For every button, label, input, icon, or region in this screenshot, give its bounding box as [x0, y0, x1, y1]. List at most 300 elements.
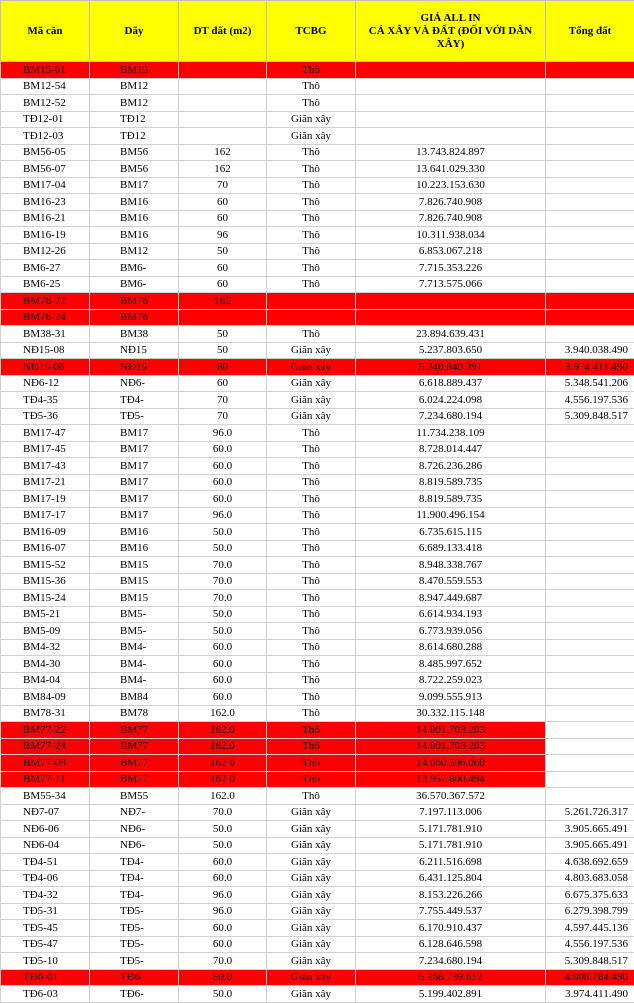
cell-price[interactable]: 8.722.259.023	[356, 672, 546, 689]
cell-tcbg[interactable]: Thô	[267, 458, 356, 475]
cell-price[interactable]: 6.773.939.056	[356, 623, 546, 640]
cell-area[interactable]	[179, 95, 267, 112]
cell-day[interactable]: BM77	[90, 738, 179, 755]
cell-ma-can[interactable]: TĐ5-10	[1, 953, 90, 970]
cell-ma-can[interactable]: BM38-31	[1, 326, 90, 343]
cell-price[interactable]: 7.234.680.194	[356, 953, 546, 970]
cell-area[interactable]: 162	[179, 161, 267, 178]
cell-area[interactable]: 60	[179, 260, 267, 277]
cell-total[interactable]: 3.940.038.490	[546, 342, 634, 359]
cell-price[interactable]: 10.223.153.630	[356, 177, 546, 194]
cell-day[interactable]: TĐ5-	[90, 953, 179, 970]
cell-area[interactable]: 60.0	[179, 639, 267, 656]
cell-ma-can[interactable]: BM77-22	[1, 722, 90, 739]
cell-price[interactable]: 6.170.910.437	[356, 920, 546, 937]
cell-tcbg[interactable]: Giãn xây	[267, 903, 356, 920]
cell-tcbg[interactable]: Thô	[267, 62, 356, 79]
cell-day[interactable]: BM15	[90, 590, 179, 607]
cell-total[interactable]	[546, 326, 634, 343]
cell-day[interactable]: TĐ5-	[90, 920, 179, 937]
cell-area[interactable]: 60	[179, 210, 267, 227]
cell-day[interactable]: BM38	[90, 326, 179, 343]
cell-ma-can[interactable]: NĐ6-04	[1, 837, 90, 854]
cell-day[interactable]: BM5-	[90, 623, 179, 640]
cell-total[interactable]: 5.309.848.517	[546, 408, 634, 425]
cell-ma-can[interactable]: TĐ4-51	[1, 854, 90, 871]
cell-area[interactable]: 60.0	[179, 689, 267, 706]
cell-price[interactable]: 8.485.997.652	[356, 656, 546, 673]
cell-total[interactable]	[546, 788, 634, 805]
header-total[interactable]: Tổng đất	[546, 1, 634, 62]
cell-tcbg[interactable]: Thô	[267, 227, 356, 244]
cell-total[interactable]	[546, 458, 634, 475]
cell-day[interactable]: BM4-	[90, 672, 179, 689]
cell-day[interactable]: BM17	[90, 441, 179, 458]
cell-ma-can[interactable]: NĐ6-06	[1, 821, 90, 838]
cell-ma-can[interactable]: BM77-24	[1, 738, 90, 755]
cell-area[interactable]: 96.0	[179, 425, 267, 442]
cell-day[interactable]: NĐ15	[90, 342, 179, 359]
cell-day[interactable]: BM12	[90, 243, 179, 260]
cell-day[interactable]: TĐ4-	[90, 887, 179, 904]
cell-total[interactable]	[546, 78, 634, 95]
cell-total[interactable]	[546, 705, 634, 722]
cell-total[interactable]	[546, 293, 634, 310]
cell-area[interactable]: 96	[179, 227, 267, 244]
cell-total[interactable]	[546, 606, 634, 623]
cell-tcbg[interactable]: Thô	[267, 639, 356, 656]
cell-total[interactable]	[546, 194, 634, 211]
cell-tcbg[interactable]: Thô	[267, 260, 356, 277]
cell-day[interactable]: BM56	[90, 161, 179, 178]
cell-day[interactable]: BM17	[90, 491, 179, 508]
cell-area[interactable]: 60.0	[179, 854, 267, 871]
cell-day[interactable]: BM76	[90, 309, 179, 326]
cell-tcbg[interactable]: Giãn xây	[267, 854, 356, 871]
cell-total[interactable]	[546, 177, 634, 194]
cell-price[interactable]: 6.618.889.437	[356, 375, 546, 392]
cell-price[interactable]: 5.240.840.391	[356, 359, 546, 376]
cell-tcbg[interactable]: Thô	[267, 210, 356, 227]
cell-price[interactable]: 13.641.029.330	[356, 161, 546, 178]
cell-tcbg[interactable]: Giãn xây	[267, 342, 356, 359]
cell-total[interactable]	[546, 144, 634, 161]
cell-price[interactable]: 6.735.615.115	[356, 524, 546, 541]
cell-ma-can[interactable]: BM15-36	[1, 573, 90, 590]
cell-day[interactable]: BM15	[90, 557, 179, 574]
cell-day[interactable]: BM12	[90, 95, 179, 112]
cell-tcbg[interactable]: Giãn xây	[267, 887, 356, 904]
cell-price[interactable]: 14.060.596.060	[356, 755, 546, 772]
cell-tcbg[interactable]: Giãn xây	[267, 392, 356, 409]
cell-area[interactable]: 70.0	[179, 953, 267, 970]
cell-ma-can[interactable]: BM4-32	[1, 639, 90, 656]
cell-price[interactable]: 36.570.367.572	[356, 788, 546, 805]
cell-ma-can[interactable]: BM12-52	[1, 95, 90, 112]
cell-area[interactable]: 70.0	[179, 557, 267, 574]
cell-tcbg[interactable]: Giãn xây	[267, 986, 356, 1003]
cell-day[interactable]: NĐ7-	[90, 804, 179, 821]
cell-ma-can[interactable]: TĐ4-06	[1, 870, 90, 887]
cell-price[interactable]: 8.614.680.288	[356, 639, 546, 656]
cell-ma-can[interactable]: BM78-31	[1, 705, 90, 722]
cell-area[interactable]: 50.0	[179, 606, 267, 623]
cell-area[interactable]: 50	[179, 326, 267, 343]
cell-day[interactable]: NĐ6-	[90, 375, 179, 392]
cell-total[interactable]	[546, 672, 634, 689]
cell-total[interactable]	[546, 276, 634, 293]
cell-tcbg[interactable]: Thô	[267, 194, 356, 211]
cell-ma-can[interactable]: BM17-45	[1, 441, 90, 458]
cell-day[interactable]: TĐ12	[90, 111, 179, 128]
cell-total[interactable]	[546, 689, 634, 706]
cell-area[interactable]: 60	[179, 375, 267, 392]
cell-price[interactable]: 8.947.449.687	[356, 590, 546, 607]
cell-day[interactable]: BM17	[90, 507, 179, 524]
cell-area[interactable]: 50	[179, 342, 267, 359]
cell-total[interactable]: 4.638.692.659	[546, 854, 634, 871]
cell-price[interactable]: 7.715.353.226	[356, 260, 546, 277]
cell-price[interactable]: 14.001.703.203	[356, 738, 546, 755]
cell-total[interactable]	[546, 474, 634, 491]
cell-ma-can[interactable]: BM5-21	[1, 606, 90, 623]
cell-tcbg[interactable]: Giãn xây	[267, 953, 356, 970]
cell-tcbg[interactable]: Thô	[267, 590, 356, 607]
cell-ma-can[interactable]: NĐ15-06	[1, 359, 90, 376]
cell-tcbg[interactable]: Giãn xây	[267, 870, 356, 887]
cell-total[interactable]: 3.905.665.491	[546, 837, 634, 854]
cell-tcbg[interactable]: Thô	[267, 738, 356, 755]
cell-day[interactable]: BM16	[90, 524, 179, 541]
cell-day[interactable]: BM17	[90, 177, 179, 194]
cell-ma-can[interactable]: TĐ4-35	[1, 392, 90, 409]
cell-total[interactable]: 4.556.197.536	[546, 936, 634, 953]
cell-area[interactable]: 50.0	[179, 540, 267, 557]
cell-ma-can[interactable]: BM16-23	[1, 194, 90, 211]
cell-tcbg[interactable]: Thô	[267, 161, 356, 178]
cell-tcbg[interactable]: Thô	[267, 672, 356, 689]
cell-price[interactable]: 6.853.067.218	[356, 243, 546, 260]
cell-total[interactable]	[546, 623, 634, 640]
cell-total[interactable]	[546, 161, 634, 178]
header-price[interactable]: GIÁ ALL IN CẢ XÂY VÀ ĐẤT (ĐỐI VỚI DÂN XÂY)	[356, 1, 546, 62]
cell-area[interactable]: 96.0	[179, 507, 267, 524]
cell-total[interactable]	[546, 557, 634, 574]
cell-tcbg[interactable]: Giãn xây	[267, 837, 356, 854]
cell-ma-can[interactable]: BM4-04	[1, 672, 90, 689]
cell-area[interactable]: 50.0	[179, 969, 267, 986]
cell-total[interactable]	[546, 755, 634, 772]
cell-day[interactable]: TĐ4-	[90, 870, 179, 887]
cell-ma-can[interactable]: TĐ5-31	[1, 903, 90, 920]
cell-day[interactable]: BM76	[90, 293, 179, 310]
cell-total[interactable]	[546, 128, 634, 145]
cell-ma-can[interactable]: BM12-54	[1, 78, 90, 95]
cell-tcbg[interactable]: Thô	[267, 689, 356, 706]
cell-tcbg[interactable]	[267, 309, 356, 326]
cell-price[interactable]: 8.819.589.735	[356, 491, 546, 508]
cell-ma-can[interactable]: BM12-26	[1, 243, 90, 260]
cell-tcbg[interactable]: Giãn xây	[267, 936, 356, 953]
header-ma-can[interactable]: Mã căn	[1, 1, 90, 62]
cell-day[interactable]: BM15	[90, 62, 179, 79]
cell-price[interactable]: 30.332.115.148	[356, 705, 546, 722]
cell-ma-can[interactable]: BM77-11	[1, 771, 90, 788]
cell-ma-can[interactable]: BM16-09	[1, 524, 90, 541]
header-area[interactable]: DT đất (m2)	[179, 1, 267, 62]
cell-total[interactable]: 3.974.411.490	[546, 359, 634, 376]
cell-day[interactable]: BM6-	[90, 260, 179, 277]
cell-tcbg[interactable]: Thô	[267, 788, 356, 805]
cell-area[interactable]: 162.0	[179, 788, 267, 805]
cell-price[interactable]	[356, 128, 546, 145]
cell-price[interactable]: 8.948.338.767	[356, 557, 546, 574]
cell-area[interactable]	[179, 128, 267, 145]
cell-ma-can[interactable]: BM15-52	[1, 557, 90, 574]
cell-total[interactable]: 4.597.445.136	[546, 920, 634, 937]
cell-day[interactable]: TĐ12	[90, 128, 179, 145]
cell-price[interactable]: 6.128.646.598	[356, 936, 546, 953]
cell-price[interactable]: 5.171.781.910	[356, 837, 546, 854]
cell-area[interactable]: 60.0	[179, 672, 267, 689]
cell-ma-can[interactable]: BM17-43	[1, 458, 90, 475]
cell-day[interactable]: TĐ5-	[90, 903, 179, 920]
cell-total[interactable]	[546, 540, 634, 557]
cell-total[interactable]	[546, 590, 634, 607]
cell-day[interactable]: BM6-	[90, 276, 179, 293]
cell-area[interactable]: 70	[179, 177, 267, 194]
cell-price[interactable]: 23.894.639.431	[356, 326, 546, 343]
cell-day[interactable]: TĐ6-	[90, 969, 179, 986]
cell-ma-can[interactable]: BM16-21	[1, 210, 90, 227]
cell-price[interactable]	[356, 293, 546, 310]
cell-area[interactable]: 60.0	[179, 936, 267, 953]
cell-day[interactable]: BM77	[90, 755, 179, 772]
cell-area[interactable]: 162.0	[179, 705, 267, 722]
cell-day[interactable]: NĐ6-	[90, 821, 179, 838]
cell-area[interactable]: 60.0	[179, 491, 267, 508]
cell-tcbg[interactable]: Giãn xây	[267, 375, 356, 392]
cell-tcbg[interactable]: Thô	[267, 507, 356, 524]
cell-total[interactable]: 5.348.541.206	[546, 375, 634, 392]
cell-area[interactable]: 50.0	[179, 524, 267, 541]
cell-area[interactable]: 96.0	[179, 887, 267, 904]
cell-ma-can[interactable]: BM76-24	[1, 309, 90, 326]
cell-area[interactable]: 60.0	[179, 870, 267, 887]
cell-ma-can[interactable]: BM77-09	[1, 755, 90, 772]
cell-tcbg[interactable]: Giãn xây	[267, 408, 356, 425]
cell-day[interactable]: BM77	[90, 722, 179, 739]
cell-tcbg[interactable]: Thô	[267, 243, 356, 260]
cell-area[interactable]	[179, 309, 267, 326]
cell-ma-can[interactable]: NĐ7-07	[1, 804, 90, 821]
cell-day[interactable]: TĐ5-	[90, 936, 179, 953]
cell-ma-can[interactable]: TĐ5-47	[1, 936, 90, 953]
cell-day[interactable]: BM16	[90, 227, 179, 244]
cell-area[interactable]: 162.0	[179, 722, 267, 739]
cell-ma-can[interactable]: BM17-21	[1, 474, 90, 491]
cell-day[interactable]: BM16	[90, 210, 179, 227]
cell-price[interactable]: 5.171.781.910	[356, 821, 546, 838]
cell-price[interactable]: 9.099.555.913	[356, 689, 546, 706]
cell-price[interactable]: 7.755.449.537	[356, 903, 546, 920]
cell-tcbg[interactable]: Giãn xây	[267, 969, 356, 986]
cell-day[interactable]: BM84	[90, 689, 179, 706]
cell-ma-can[interactable]: BM15-01	[1, 62, 90, 79]
cell-ma-can[interactable]: BM4-30	[1, 656, 90, 673]
cell-total[interactable]: 4.008.784.490	[546, 969, 634, 986]
cell-price[interactable]: 6.431.125.804	[356, 870, 546, 887]
cell-tcbg[interactable]: Thô	[267, 771, 356, 788]
cell-tcbg[interactable]: Thô	[267, 144, 356, 161]
cell-price[interactable]: 7.713.575.066	[356, 276, 546, 293]
cell-ma-can[interactable]: BM17-19	[1, 491, 90, 508]
cell-day[interactable]: BM17	[90, 458, 179, 475]
cell-total[interactable]: 4.803.683.058	[546, 870, 634, 887]
cell-tcbg[interactable]: Giãn xây	[267, 359, 356, 376]
cell-tcbg[interactable]: Thô	[267, 573, 356, 590]
cell-ma-can[interactable]: BM6-25	[1, 276, 90, 293]
cell-tcbg[interactable]: Thô	[267, 177, 356, 194]
cell-ma-can[interactable]: BM17-04	[1, 177, 90, 194]
cell-price[interactable]: 8.726.236.286	[356, 458, 546, 475]
cell-area[interactable]: 162.0	[179, 738, 267, 755]
cell-ma-can[interactable]: BM55-34	[1, 788, 90, 805]
cell-tcbg[interactable]: Thô	[267, 755, 356, 772]
cell-tcbg[interactable]: Thô	[267, 656, 356, 673]
cell-price[interactable]	[356, 111, 546, 128]
cell-day[interactable]: BM4-	[90, 639, 179, 656]
cell-total[interactable]	[546, 62, 634, 79]
cell-area[interactable]: 162.0	[179, 755, 267, 772]
cell-price[interactable]: 13.743.824.897	[356, 144, 546, 161]
cell-tcbg[interactable]: Giãn xây	[267, 920, 356, 937]
cell-tcbg[interactable]: Thô	[267, 722, 356, 739]
cell-area[interactable]: 60.0	[179, 441, 267, 458]
cell-total[interactable]: 6.675.375.633	[546, 887, 634, 904]
cell-day[interactable]: BM55	[90, 788, 179, 805]
cell-ma-can[interactable]: BM17-47	[1, 425, 90, 442]
cell-tcbg[interactable]: Thô	[267, 95, 356, 112]
cell-total[interactable]	[546, 309, 634, 326]
cell-total[interactable]	[546, 573, 634, 590]
cell-day[interactable]: BM77	[90, 771, 179, 788]
cell-total[interactable]	[546, 722, 634, 739]
cell-total[interactable]	[546, 260, 634, 277]
cell-price[interactable]	[356, 95, 546, 112]
cell-tcbg[interactable]: Giãn xây	[267, 804, 356, 821]
cell-ma-can[interactable]: TĐ12-03	[1, 128, 90, 145]
cell-price[interactable]: 10.311.938.034	[356, 227, 546, 244]
cell-total[interactable]	[546, 524, 634, 541]
cell-day[interactable]: NĐ15	[90, 359, 179, 376]
cell-area[interactable]: 96.0	[179, 903, 267, 920]
cell-total[interactable]: 4.556.197.536	[546, 392, 634, 409]
cell-price[interactable]: 14.001.703.203	[356, 722, 546, 739]
cell-area[interactable]: 70.0	[179, 804, 267, 821]
cell-ma-can[interactable]: BM6-27	[1, 260, 90, 277]
cell-tcbg[interactable]: Thô	[267, 524, 356, 541]
cell-area[interactable]	[179, 78, 267, 95]
cell-day[interactable]: BM16	[90, 194, 179, 211]
cell-area[interactable]: 70	[179, 408, 267, 425]
cell-price[interactable]: 5.199.402.891	[356, 986, 546, 1003]
cell-tcbg[interactable]: Thô	[267, 441, 356, 458]
cell-day[interactable]: BM56	[90, 144, 179, 161]
cell-day[interactable]: BM17	[90, 474, 179, 491]
cell-area[interactable]: 50	[179, 243, 267, 260]
cell-day[interactable]: BM16	[90, 540, 179, 557]
cell-tcbg[interactable]: Giãn xây	[267, 111, 356, 128]
cell-ma-can[interactable]: TĐ6-01	[1, 969, 90, 986]
cell-area[interactable]: 60	[179, 276, 267, 293]
cell-price[interactable]: 5.237.803.650	[356, 342, 546, 359]
cell-total[interactable]	[546, 771, 634, 788]
cell-total[interactable]	[546, 111, 634, 128]
cell-ma-can[interactable]: NĐ15-08	[1, 342, 90, 359]
cell-area[interactable]: 70.0	[179, 590, 267, 607]
cell-area[interactable]: 60	[179, 194, 267, 211]
cell-price[interactable]: 8.728.014.447	[356, 441, 546, 458]
cell-tcbg[interactable]: Thô	[267, 326, 356, 343]
cell-price[interactable]: 11.734.238.109	[356, 425, 546, 442]
cell-total[interactable]: 3.905.665.491	[546, 821, 634, 838]
cell-ma-can[interactable]: BM56-05	[1, 144, 90, 161]
cell-ma-can[interactable]: TĐ4-32	[1, 887, 90, 904]
cell-ma-can[interactable]: BM17-17	[1, 507, 90, 524]
cell-total[interactable]: 3.974.411.490	[546, 986, 634, 1003]
cell-area[interactable]: 60.0	[179, 458, 267, 475]
cell-day[interactable]: BM17	[90, 425, 179, 442]
cell-tcbg[interactable]: Giãn xây	[267, 821, 356, 838]
cell-area[interactable]: 50.0	[179, 623, 267, 640]
cell-area[interactable]: 60.0	[179, 920, 267, 937]
cell-tcbg[interactable]: Thô	[267, 276, 356, 293]
cell-day[interactable]: BM15	[90, 573, 179, 590]
cell-ma-can[interactable]: TĐ5-45	[1, 920, 90, 937]
cell-ma-can[interactable]: BM15-24	[1, 590, 90, 607]
cell-day[interactable]: BM5-	[90, 606, 179, 623]
cell-total[interactable]	[546, 738, 634, 755]
cell-price[interactable]: 11.900.496.154	[356, 507, 546, 524]
cell-price[interactable]: 8.470.559.553	[356, 573, 546, 590]
cell-total[interactable]: 5.261.726.317	[546, 804, 634, 821]
cell-price[interactable]: 6.211.516.698	[356, 854, 546, 871]
cell-tcbg[interactable]: Thô	[267, 474, 356, 491]
cell-total[interactable]	[546, 227, 634, 244]
cell-tcbg[interactable]: Thô	[267, 491, 356, 508]
cell-tcbg[interactable]: Thô	[267, 78, 356, 95]
cell-ma-can[interactable]: TĐ6-03	[1, 986, 90, 1003]
cell-ma-can[interactable]: BM16-07	[1, 540, 90, 557]
cell-price[interactable]: 7.826.740.908	[356, 210, 546, 227]
cell-total[interactable]	[546, 441, 634, 458]
cell-price[interactable]: 6.614.934.193	[356, 606, 546, 623]
cell-ma-can[interactable]: BM76-22	[1, 293, 90, 310]
cell-total[interactable]: 5.309.848.517	[546, 953, 634, 970]
cell-tcbg[interactable]	[267, 293, 356, 310]
cell-tcbg[interactable]: Thô	[267, 540, 356, 557]
cell-area[interactable]: 162	[179, 293, 267, 310]
cell-price[interactable]	[356, 78, 546, 95]
cell-ma-can[interactable]: TĐ12-01	[1, 111, 90, 128]
cell-price[interactable]: 6.024.224.098	[356, 392, 546, 409]
cell-total[interactable]	[546, 656, 634, 673]
header-day[interactable]: Dãy	[90, 1, 179, 62]
cell-price[interactable]: 7.826.740.908	[356, 194, 546, 211]
cell-tcbg[interactable]: Thô	[267, 606, 356, 623]
cell-day[interactable]: BM12	[90, 78, 179, 95]
